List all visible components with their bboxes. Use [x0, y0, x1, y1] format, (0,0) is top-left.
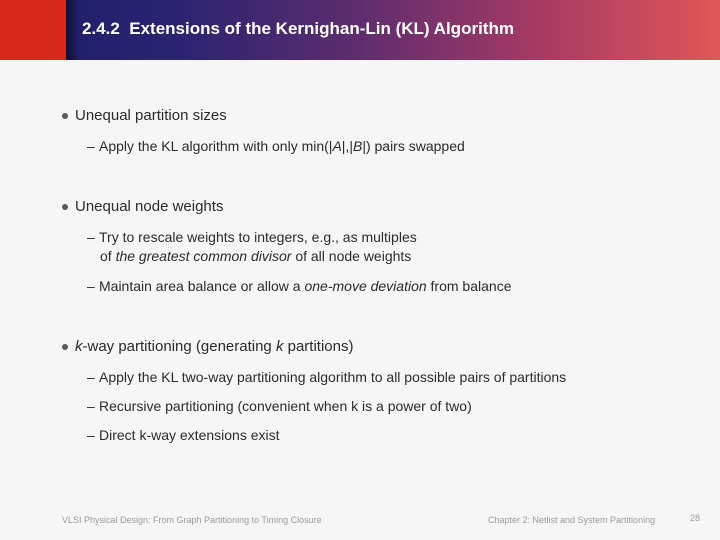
slide-title: 2.4.2 Extensions of the Kernighan-Lin (KL) Algorithm [82, 19, 514, 38]
sub-item-rescale-weights: – Try to rescale weights to integers, e.g., as multiples of the greatest common divisor of all node weights [87, 229, 417, 264]
sub-item-direct-k-way: – Direct k-way extensions exist [87, 427, 280, 443]
dash-icon: – [87, 398, 95, 414]
bullet-dot-icon [62, 113, 68, 119]
bullet-k-way-partitioning [62, 338, 353, 355]
dash-icon: – [87, 278, 95, 294]
sub-item-area-balance: – Maintain area balance or allow a one-move deviation from balance [87, 278, 512, 294]
dash-icon: – [87, 369, 95, 385]
footer-chapter: Chapter 2: Netlist and System Partitioning [488, 515, 656, 525]
bullet-text: k-way partitioning (generating k partitions) [75, 338, 354, 355]
banner-shadow [66, 0, 80, 60]
sub-item-recursive: – Recursive partitioning (convenient when k is a power of two) [87, 398, 472, 414]
dash-icon: – [87, 229, 95, 245]
sub-item-continuation: of the greatest common divisor of all node weights [100, 248, 412, 264]
sub-item-min-pairs: – Apply the KL algorithm with only min(|A|,|B|) pairs swapped [87, 138, 465, 154]
bullet-dot-icon [62, 344, 68, 350]
sub-item-two-way-pairs: – Apply the KL two-way partitioning algorithm to all possible pairs of partitions [87, 369, 567, 385]
bullet-text: Unequal node weights [75, 198, 224, 215]
bullet-text: Unequal partition sizes [75, 107, 227, 124]
bullet-unequal-partition-sizes [62, 107, 227, 124]
dash-icon: – [87, 138, 95, 154]
bullet-unequal-node-weights [62, 198, 223, 215]
dash-icon: – [87, 427, 95, 443]
bullet-dot-icon [62, 204, 68, 210]
page-number: 28 [690, 513, 701, 523]
footer-book-title: VLSI Physical Design: From Graph Partitioning to Timing Closure [62, 515, 322, 525]
banner-red-block [0, 0, 66, 60]
